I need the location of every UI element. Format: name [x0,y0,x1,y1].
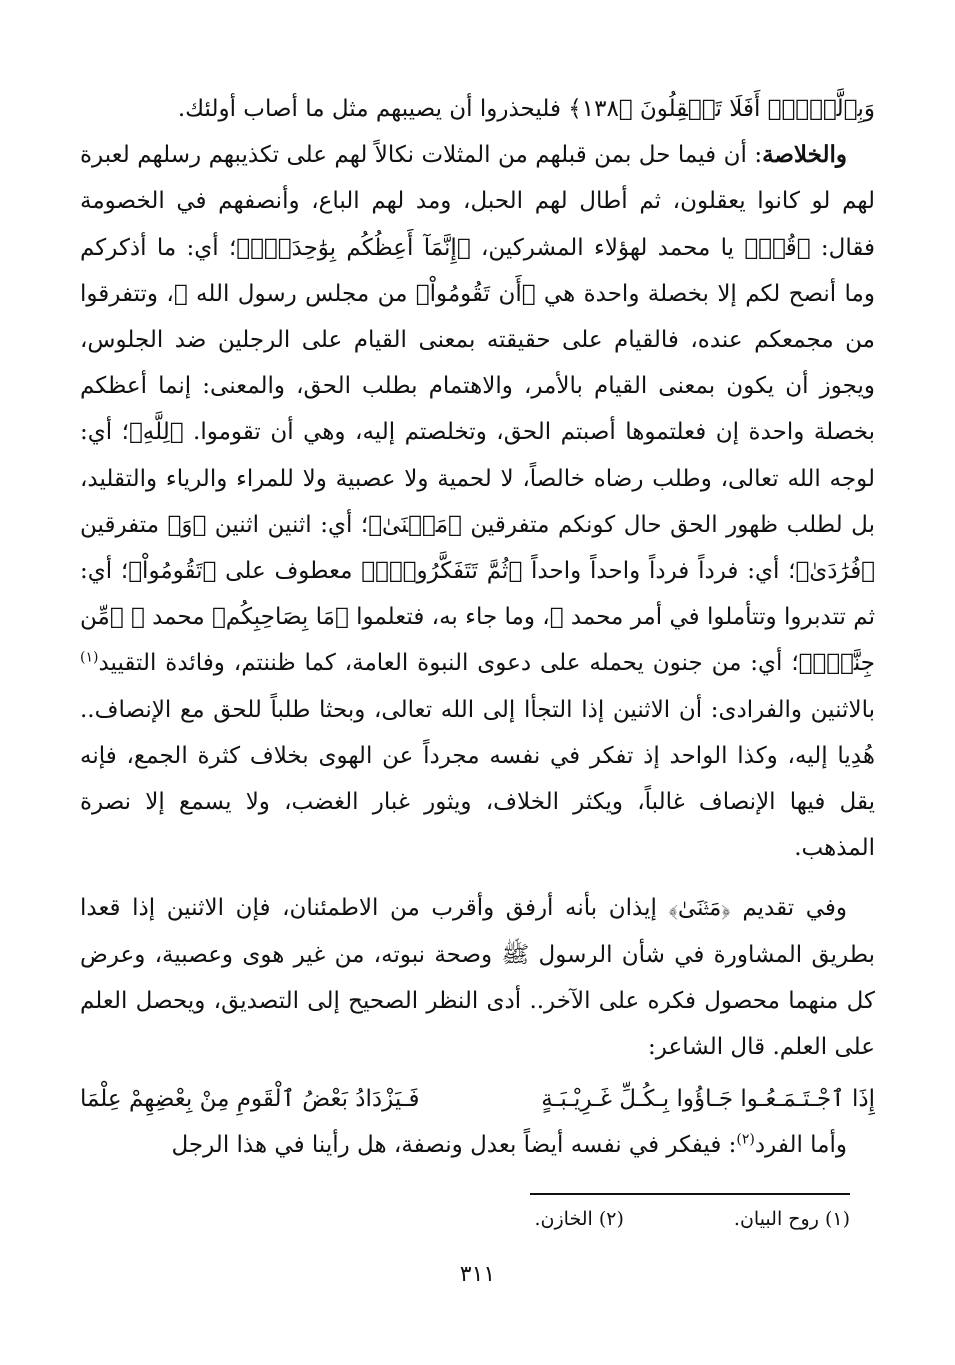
paragraph-4 [80,1122,875,1168]
paragraph-2-lead: والخلاصة [762,141,847,169]
paragraph-2 [80,132,875,871]
footnote-ref-2: (٢) [736,1131,755,1148]
paragraph-2-tail: بالاثنين والفرادى: أن الاثنين إذا التجأا إلى الله تعالى، وبحثا طلباً للحق مع الإنصاف.. هُدِيا إليه، وكذا الواحد إذ تفكر في نفسه مجرداً عن الهوى بخلاف كثرة الجمع، فإنه يقل فيها الإنصاف غالباً، ويكثر الخلاف، ويثور غبار الغضب، ولا يسمع إلا نصرة المذهب. [80,696,875,862]
footnote-2 [535,1208,624,1230]
paragraph-4-tail: : فيفكر في نفسه أيضاً بعدل ونصفة، هل رأينا في هذا الرجل [171,1132,737,1159]
footnote-separator [530,1193,850,1195]
footnote-2-text: الخازن. [534,1208,593,1230]
page-number: ٣١١ [459,1262,496,1287]
footnote-1 [734,1208,850,1230]
footnote-1-text: روح البيان. [733,1208,819,1230]
footnote-2-marker: (٢) [598,1208,624,1230]
paragraph-3 [80,885,875,1070]
footnote-ref-1: (١) [80,649,99,666]
paragraph-2-text: : أن فيما حل بمن قبلهم من المثلات نكالاً لهم على تكذيبهم رسلهم لعبرة لهم لو كانوا يعقلون، ثم أطال لهم الحبل، ومد لهم الباع، وأنصفهم في الخصومة فقال: ﴿قُلۡ﴾ يا محمد لهؤلاء المشركين، ﴿إِنَّمَآ أَعِظُكُم بِوَٰحِدَةٍۖ﴾؛ أي: ما أذكركم وما أنصح لكم إلا بخصلة واحدة هي ﴿أَن تَقُومُواْ﴾ من مجلس رسول الله ﷺ، وتتفرقوا من مجمعكم عنده، فالقيام على حقيقته بمعنى القيام على الرجلين ضد الجلوس، ويجوز أن يكون بمعنى القيام بالأمر، والاهتمام بطلب الحق، والمعنى: إنما أعظكم بخصلة واحدة إن فعلتموها أصبتم الحق، وتخلصتم إليه، وهي أن تقوموا. ﴿لِلَّهِ﴾؛ أي: لوجه الله تعالى، وطلب رضاه خالصاً، لا لحمية ولا عصبية ولا للمراء والرياء والتقليد، بل لطلب ظهور الحق حال كونكم متفرقين ﴿مَثۡنَىٰ﴾؛ أي: اثنين اثنين ﴿وَ﴾ متفرقين ﴿فُرَٰدَىٰ﴾؛ أي: فرداً فرداً واحداً واحداً ﴿ثُمَّ تَتَفَكَّرُواْۚ﴾ معطوف على ﴿تَقُومُواْ﴾؛ أي: ثم تتدبروا وتتأملوا في أمر محمد ﷺ، وما جاء به، فتعلموا ﴿مَا بِصَاحِبِكُم﴾ محمد ﷺ ﴿مِّن جِنَّةٍۚ﴾؛ أي: من جنون يحمله على دعوى النبوة العامة، كما ظننتم، وفائدة التقييد [80,142,875,677]
verse-first-hemistich: إِذَا ٱجْـتَـمَـعُـوا جَـاؤُوا بِـكُـلِّ غَـرِيْـبَـةٍ [541,1086,875,1113]
verse-second-hemistich: فَـيَزْدَادُ بَعْضُ ٱلْقَومِ مِنْ بِعْضِهِمْ عِلْمَا [80,1086,420,1113]
paragraph-3-text: وفي تقديم ﴿مَثۡنَىٰ﴾ إيذان بأنه أرفق وأقرب من الاطمئنان، فإن الاثنين إذا قعدا بطريق المشاورة في شأن الرسول ﷺ وصحة نبوته، من غير هوى وعصبية، وعرض كل منهما محصول فكره على الآخر.. أدى النظر الصحيح إلى التصديق، ويحصل العلم على العلم. قال الشاعر: [80,895,875,1061]
paragraph-1-text: وَبِٱلَّيۡلِۚ أَفَلَا تَعۡقِلُونَ ﴿١٣٨﴾ فليحذروا أن يصيبهم مثل ما أصاب أولئك. [177,96,875,122]
paragraph-4-text: وأما الفرد [754,1132,847,1159]
main-text [80,86,875,1169]
poetry-verse [80,1076,875,1122]
paragraph-1 [80,86,875,132]
footnotes [300,1208,850,1230]
footnote-1-marker: (١) [824,1208,850,1230]
paragraph-gap [80,871,875,885]
